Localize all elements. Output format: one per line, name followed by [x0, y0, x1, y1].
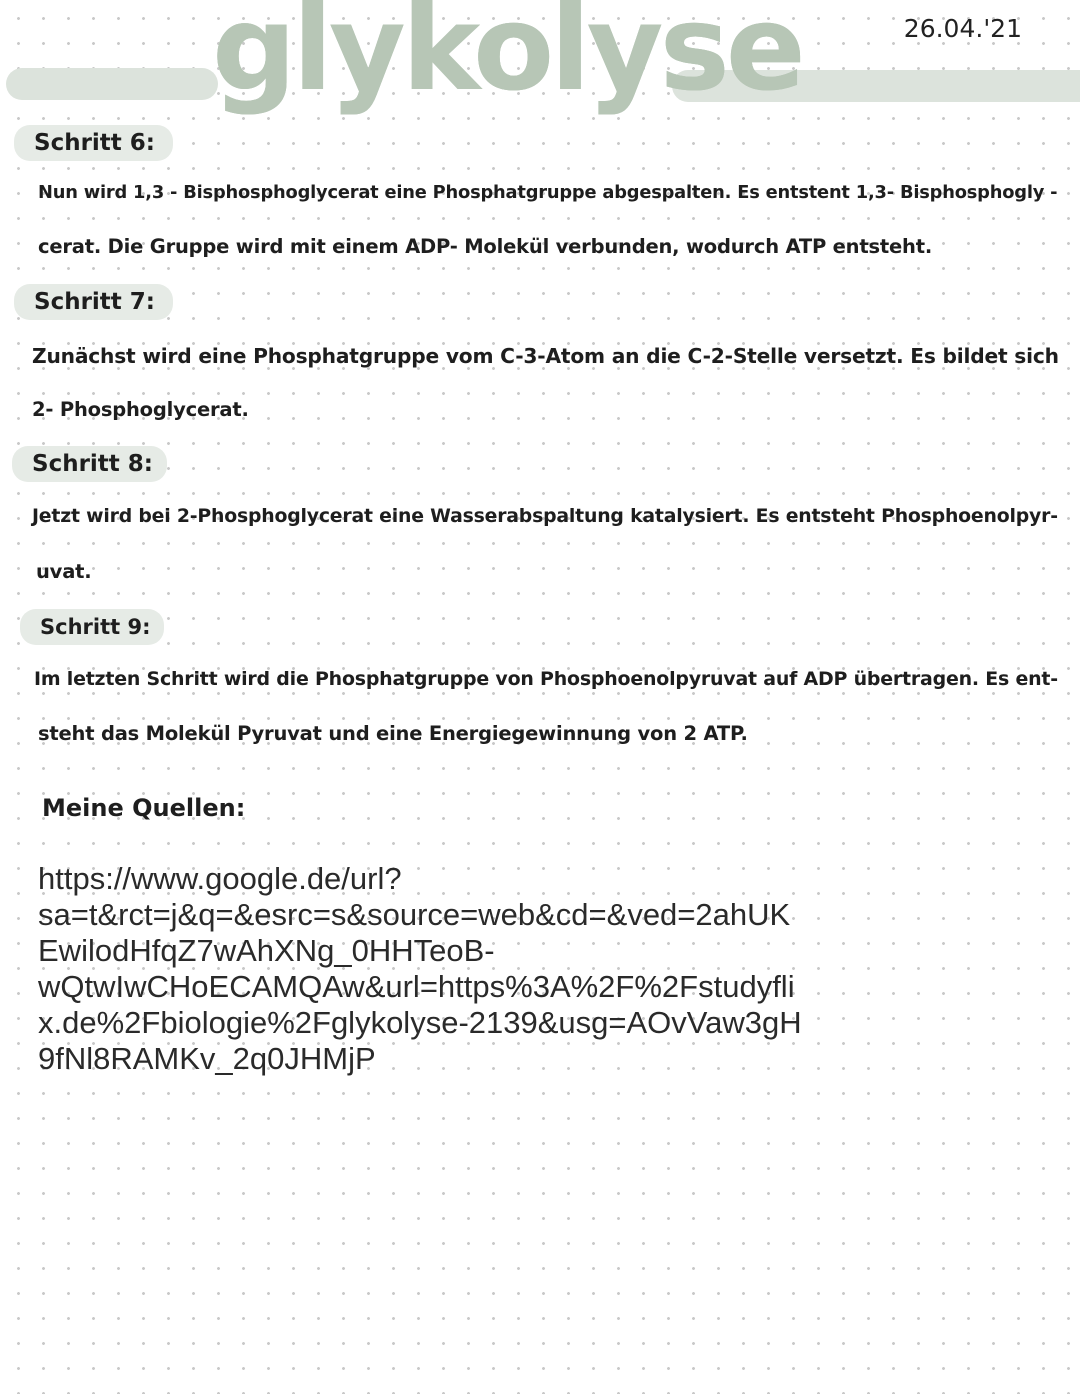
source-url-line-6: 9fNl8RAMKv_2q0JHMjP: [38, 1041, 376, 1076]
step-6-label: Schritt 6:: [14, 125, 173, 161]
page-title: glykolyse: [212, 0, 802, 117]
step-7-text-line-2: 2- Phosphoglycerat.: [32, 398, 249, 421]
source-url-line-4: wQtwIwCHoECAMQAw&url=https%3A%2F%2Fstudyfli: [38, 969, 795, 1004]
step-6-text-line-1: Nun wird 1,3 - Bisphosphoglycerat eine Phosphatgruppe abgespalten. Es entstent 1,3- Bisphosphogly -: [38, 182, 1058, 203]
source-url-line-5: x.de%2Fbiologie%2Fglykolyse-2139&usg=AOvVaw3gH: [38, 1005, 802, 1040]
header-bar-left: [6, 68, 218, 100]
step-8-label: Schritt 8:: [12, 446, 167, 482]
step-8-text-line-1: Jetzt wird bei 2-Phosphoglycerat eine Wasserabspaltung katalysiert. Es entsteht Phosphoenolpyr-: [32, 506, 1058, 527]
step-9-label: Schritt 9:: [20, 609, 164, 645]
step-7-text-line-1: Zunächst wird eine Phosphatgruppe vom C-3-Atom an die C-2-Stelle versetzt. Es bildet sich: [32, 344, 1059, 368]
source-url-line-3: EwilodHfqZ7wAhXNg_0HHTeoB-: [38, 933, 495, 968]
step-6-text-line-2: cerat. Die Gruppe wird mit einem ADP- Molekül verbunden, wodurch ATP entsteht.: [38, 235, 933, 258]
source-url-line-1: https://www.google.de/url?: [38, 861, 402, 896]
source-url-line-2: sa=t&rct=j&q=&esrc=s&source=web&cd=&ved=2ahUK: [38, 897, 791, 932]
step-9-text-line-2: steht das Molekül Pyruvat und eine Energiegewinnung von 2 ATP.: [38, 722, 748, 745]
step-9-text-line-1: Im letzten Schritt wird die Phosphatgruppe von Phosphoenolpyruvat auf ADP übertragen. Es ent-: [34, 668, 1058, 690]
note-date: 26.04.'21: [903, 14, 1022, 43]
step-7-label: Schritt 7:: [14, 284, 173, 320]
sources-heading: Meine Quellen:: [42, 794, 246, 822]
step-8-text-line-2: uvat.: [36, 560, 92, 583]
